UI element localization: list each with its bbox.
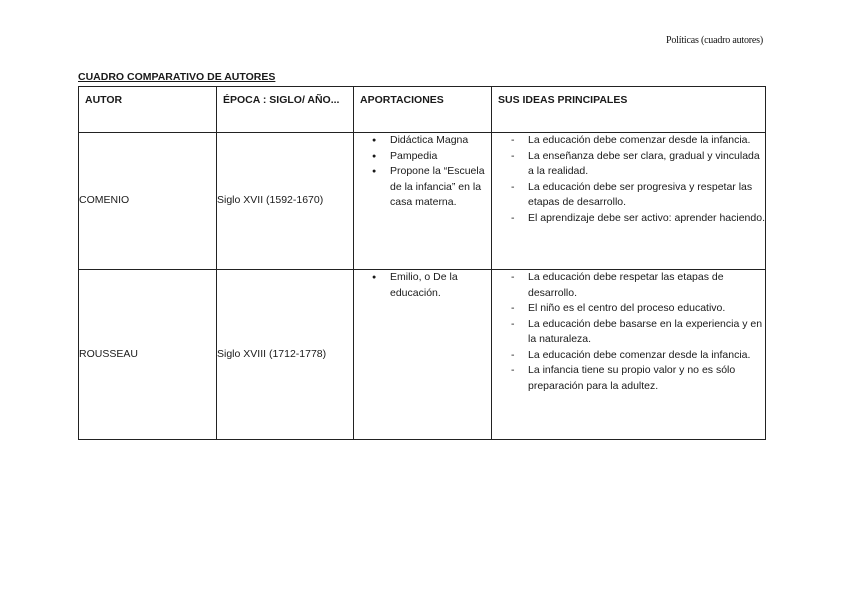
list-item: - La educación debe comenzar desde la infancia. <box>528 133 765 149</box>
list-item: - La infancia tiene su propio valor y no es sólo preparación para la adultez. <box>528 363 765 394</box>
page-header: Políticas (cuadro autores) <box>666 35 763 46</box>
list-item: ● Propone la “Escuela de la infancia” en la casa materna. <box>390 164 491 211</box>
list-item: ● Pampedia <box>390 149 491 165</box>
list-item: - La enseñanza debe ser clara, gradual y vinculada a la realidad. <box>528 149 765 180</box>
aportaciones-list <box>354 270 491 301</box>
list-item: - La educación debe respetar las etapas de desarrollo. <box>528 270 765 301</box>
list-item: - La educación debe comenzar desde la infancia. <box>528 348 765 364</box>
list-item: ● Didáctica Magna <box>390 133 491 149</box>
cell-ideas <box>492 133 766 270</box>
header-ideas: SUS IDEAS PRINCIPALES <box>492 87 766 133</box>
cell-aportaciones <box>354 133 492 270</box>
list-item: - El niño es el centro del proceso educativo. <box>528 301 765 317</box>
ideas-list <box>492 133 765 226</box>
aportaciones-list <box>354 133 491 211</box>
comparison-table <box>78 86 766 440</box>
document-title: CUADRO COMPARATIVO DE AUTORES <box>78 71 276 83</box>
cell-ideas <box>492 270 766 440</box>
list-item: ● Emilio, o De la educación. <box>390 270 491 301</box>
table-header-row <box>79 87 766 133</box>
table-row <box>79 133 766 270</box>
cell-epoca: Siglo XVII (1592-1670) <box>217 133 354 270</box>
table-row <box>79 270 766 440</box>
cell-aportaciones <box>354 270 492 440</box>
list-item: - El aprendizaje debe ser activo: aprender haciendo. <box>528 211 765 227</box>
cell-autor: COMENIO <box>79 133 217 270</box>
cell-epoca: Siglo XVIII (1712-1778) <box>217 270 354 440</box>
list-item: - La educación debe ser progresiva y respetar las etapas de desarrollo. <box>528 180 765 211</box>
ideas-list <box>492 270 765 394</box>
header-autor: AUTOR <box>79 87 217 133</box>
cell-autor: ROUSSEAU <box>79 270 217 440</box>
list-item: - La educación debe basarse en la experiencia y en la naturaleza. <box>528 317 765 348</box>
header-epoca: ÉPOCA : SIGLO/ AÑO... <box>217 87 354 133</box>
header-aportaciones: APORTACIONES <box>354 87 492 133</box>
